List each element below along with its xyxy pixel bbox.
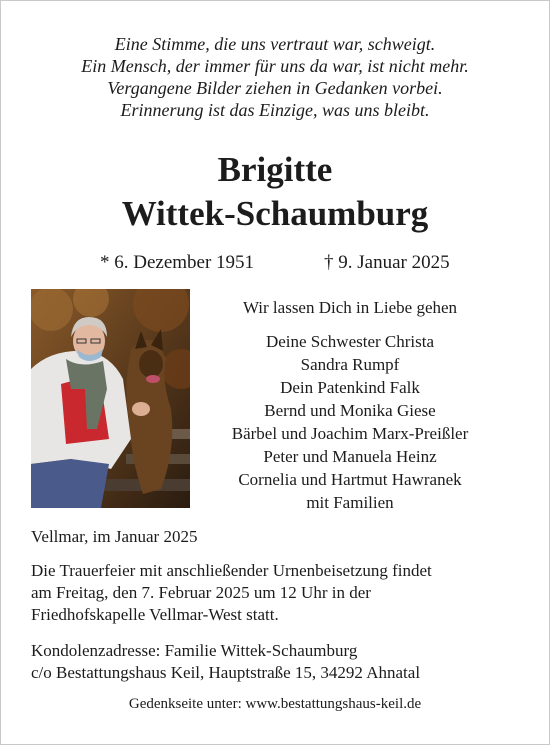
- deceased-last-name: Wittek-Schaumburg: [121, 194, 429, 233]
- poem-line: Erinnerung ist das Einzige, was uns bleibt.: [120, 100, 430, 120]
- funeral-details: [31, 560, 432, 626]
- mourner-entry: mit Familien: [306, 493, 394, 512]
- portrait-photo: [31, 289, 190, 508]
- funeral-line: Friedhofskapelle Vellmar-West statt.: [31, 605, 279, 624]
- memorial-website: Gedenkseite unter: www.bestattungshaus-keil.de: [128, 696, 422, 712]
- place-and-date: Vellmar, im Januar 2025: [31, 527, 198, 546]
- mourner-entry: Bernd und Monika Giese: [264, 401, 436, 420]
- mourners-intro: Wir lassen Dich in Liebe gehen: [242, 298, 458, 317]
- funeral-line: Die Trauerfeier mit anschließender Urnenbeisetzung findet: [31, 561, 432, 580]
- death-date: † 9. Januar 2025: [324, 252, 450, 273]
- portrait-woman-with-dog-image: [31, 289, 190, 508]
- poem-line: Eine Stimme, die uns vertraut war, schweigt.: [114, 34, 436, 54]
- mourners-list: [205, 296, 495, 514]
- condolence-line: c/o Bestattungshaus Keil, Hauptstraße 15, 34292 Ahnatal: [31, 663, 421, 682]
- mourner-entry: Peter und Manuela Heinz: [263, 447, 437, 466]
- mourner-entry: Cornelia und Hartmut Hawranek: [238, 470, 462, 489]
- poem-line: Vergangene Bilder ziehen in Gedanken vorbei.: [107, 78, 443, 98]
- mourner-entry: Bärbel und Joachim Marx-Preißler: [231, 424, 469, 443]
- condolence-address: [31, 640, 420, 684]
- funeral-line: am Freitag, den 7. Februar 2025 um 12 Uhr in der: [31, 583, 371, 602]
- deceased-first-name: Brigitte: [217, 150, 333, 189]
- birth-date: * 6. Dezember 1951: [100, 252, 255, 273]
- poem-line: Ein Mensch, der immer für uns da war, ist nicht mehr.: [81, 56, 469, 76]
- mourner-entry: Dein Patenkind Falk: [280, 378, 420, 397]
- condolence-line: Kondolenzadresse: Familie Wittek-Schaumburg: [31, 641, 358, 660]
- mourner-entry: Deine Schwester Christa: [265, 332, 435, 351]
- poem: [0, 33, 550, 121]
- mourner-entry: Sandra Rumpf: [300, 355, 400, 374]
